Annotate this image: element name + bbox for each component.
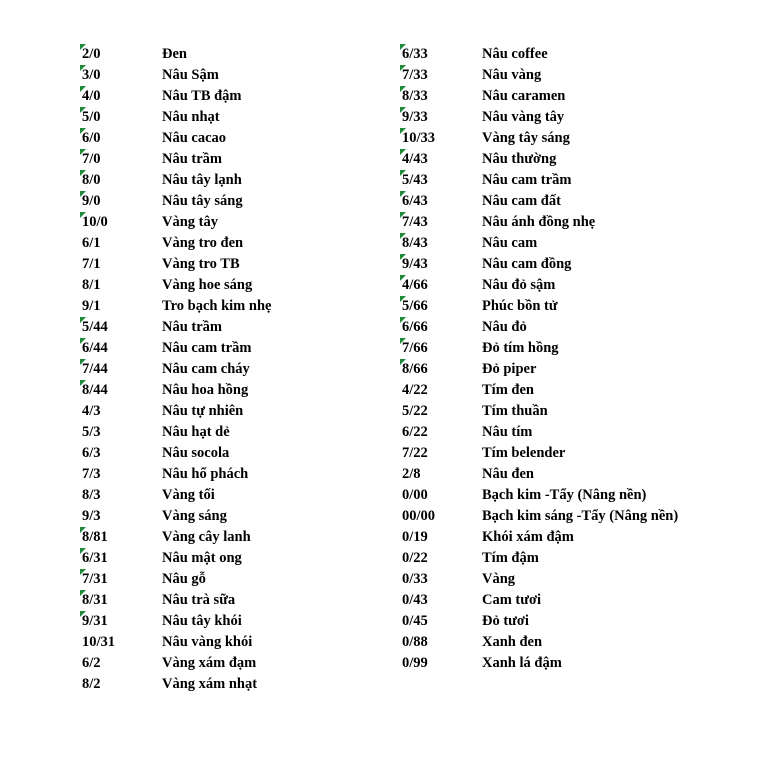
color-code: 6/33	[402, 46, 428, 62]
color-code: 6/66	[402, 319, 428, 335]
color-name: Vàng tro TB	[162, 256, 240, 272]
color-name: Bạch kim -Tẩy (Nâng nền)	[482, 487, 647, 503]
color-name: Nâu tây sáng	[162, 193, 243, 209]
color-code: 0/88	[402, 634, 428, 650]
color-name: Nâu tây lạnh	[162, 172, 242, 188]
color-name: Nâu Sậm	[162, 67, 219, 83]
color-code: 8/66	[402, 361, 428, 377]
color-name: Nâu gỗ	[162, 571, 206, 587]
color-code: 7/3	[82, 466, 101, 482]
color-code: 4/0	[82, 88, 101, 104]
color-name: Cam tươi	[482, 592, 542, 608]
color-name: Nâu hoa hồng	[162, 382, 249, 398]
color-code: 9/33	[402, 109, 428, 125]
color-code: 8/1	[82, 277, 101, 293]
color-code: 6/2	[82, 655, 101, 671]
color-name: Đỏ tươi	[482, 613, 529, 629]
color-code: 7/33	[402, 67, 428, 83]
color-code: 8/31	[82, 592, 108, 608]
color-code: 0/22	[402, 550, 428, 566]
color-name: Vàng tây	[162, 214, 218, 230]
color-code: 5/66	[402, 298, 428, 314]
color-code: 6/0	[82, 130, 101, 146]
color-code: 4/22	[402, 382, 428, 398]
color-code: 8/43	[402, 235, 428, 251]
color-name: Nâu hạt dẻ	[162, 424, 230, 440]
color-code: 5/43	[402, 172, 428, 188]
color-name: Vàng tối	[162, 487, 215, 503]
color-code: 7/1	[82, 256, 101, 272]
color-name: Nâu đỏ sậm	[482, 277, 556, 293]
color-code: 0/99	[402, 655, 428, 671]
color-name: Vàng xám nhạt	[162, 676, 258, 692]
color-name: Nâu mật ong	[162, 550, 242, 566]
color-name: Đen	[162, 46, 187, 62]
color-name: Nâu cam trầm	[482, 172, 572, 188]
color-code: 00/00	[402, 508, 436, 524]
color-code: 5/0	[82, 109, 101, 125]
color-code: 2/0	[82, 46, 101, 62]
color-code: 7/43	[402, 214, 428, 230]
color-name: Xanh đen	[482, 634, 543, 650]
color-name: Nâu trầm	[162, 319, 223, 335]
color-code: 6/1	[82, 235, 101, 251]
color-code: 4/43	[402, 151, 428, 167]
color-name: Nâu cam cháy	[162, 361, 250, 377]
color-code: 10/31	[82, 634, 116, 650]
color-code: 6/3	[82, 445, 101, 461]
color-name: Khói xám đậm	[482, 529, 574, 545]
color-code: 0/33	[402, 571, 428, 587]
color-name: Nâu ánh đồng nhẹ	[482, 214, 596, 230]
color-code: 7/0	[82, 151, 101, 167]
color-name: Nâu trà sữa	[162, 592, 236, 608]
color-name: Vàng sáng	[162, 508, 227, 524]
color-name: Xanh lá đậm	[482, 655, 562, 671]
color-code: 6/22	[402, 424, 428, 440]
color-name: Nâu cam đất	[482, 193, 561, 209]
color-code: 8/2	[82, 676, 101, 692]
color-code: 0/45	[402, 613, 428, 629]
color-name: Bạch kim sáng -Tẩy (Nâng nền)	[482, 508, 679, 524]
color-name: Nâu caramen	[482, 88, 566, 104]
color-code: 8/44	[82, 382, 108, 398]
color-code: 6/43	[402, 193, 428, 209]
color-code: 5/44	[82, 319, 108, 335]
color-code: 4/66	[402, 277, 428, 293]
color-code: 5/22	[402, 403, 428, 419]
color-code: 9/31	[82, 613, 108, 629]
color-name: Vàng xám đạm	[162, 655, 257, 671]
color-code: 9/0	[82, 193, 101, 209]
color-name: Nâu đỏ	[482, 319, 527, 335]
color-code: 9/43	[402, 256, 428, 272]
color-code: 7/22	[402, 445, 428, 461]
color-code: 9/1	[82, 298, 101, 314]
color-name: Nâu TB đậm	[162, 88, 242, 104]
color-code: 0/43	[402, 592, 428, 608]
color-name: Tím thuần	[482, 403, 548, 419]
color-code: 5/3	[82, 424, 101, 440]
color-name: Vàng	[482, 571, 516, 587]
color-name: Tro bạch kim nhẹ	[162, 298, 272, 314]
color-code: 2/8	[402, 466, 421, 482]
color-name: Nâu socola	[162, 445, 230, 461]
color-name: Nâu cacao	[162, 130, 227, 146]
color-name: Nâu vàng tây	[482, 109, 565, 125]
color-name: Tím đen	[482, 382, 534, 398]
color-name: Nâu hổ phách	[162, 466, 249, 482]
color-name: Phúc bồn tử	[482, 298, 558, 314]
color-code: 8/3	[82, 487, 101, 503]
color-code: 3/0	[82, 67, 101, 83]
color-code: 8/81	[82, 529, 108, 545]
color-code: 4/3	[82, 403, 101, 419]
color-name: Đỏ piper	[482, 361, 537, 377]
color-name: Tím đậm	[482, 550, 539, 566]
color-name: Vàng hoe sáng	[162, 277, 253, 293]
color-name: Nâu vàng khói	[162, 634, 253, 650]
color-name: Nâu cam trầm	[162, 340, 252, 356]
color-name: Nâu coffee	[482, 46, 548, 62]
color-name: Nâu thường	[482, 151, 557, 167]
color-code: 7/66	[402, 340, 428, 356]
color-code: 6/44	[82, 340, 108, 356]
color-code: 8/0	[82, 172, 101, 188]
color-name: Nâu tây khói	[162, 613, 242, 629]
color-name: Vàng tây sáng	[482, 130, 570, 146]
color-name: Nâu đen	[482, 466, 534, 482]
color-code: 9/3	[82, 508, 101, 524]
color-name: Nâu cam đồng	[482, 256, 572, 272]
color-name: Nâu cam	[482, 235, 538, 251]
color-code: 10/33	[402, 130, 436, 146]
color-name: Nâu vàng	[482, 67, 542, 83]
color-code: 0/19	[402, 529, 428, 545]
color-code: 6/31	[82, 550, 108, 566]
color-code: 7/44	[82, 361, 108, 377]
color-name: Nâu tím	[482, 424, 533, 440]
color-name: Đỏ tím hồng	[482, 340, 559, 356]
color-name: Tím belender	[482, 445, 566, 461]
color-name: Nâu nhạt	[162, 109, 220, 125]
color-code: 7/31	[82, 571, 108, 587]
color-name: Nâu trầm	[162, 151, 223, 167]
color-code: 0/00	[402, 487, 428, 503]
color-code: 10/0	[82, 214, 108, 230]
color-code: 8/33	[402, 88, 428, 104]
color-name: Vàng cây lanh	[162, 529, 251, 545]
color-name: Vàng tro đen	[162, 235, 244, 251]
color-name: Nâu tự nhiên	[162, 403, 244, 419]
